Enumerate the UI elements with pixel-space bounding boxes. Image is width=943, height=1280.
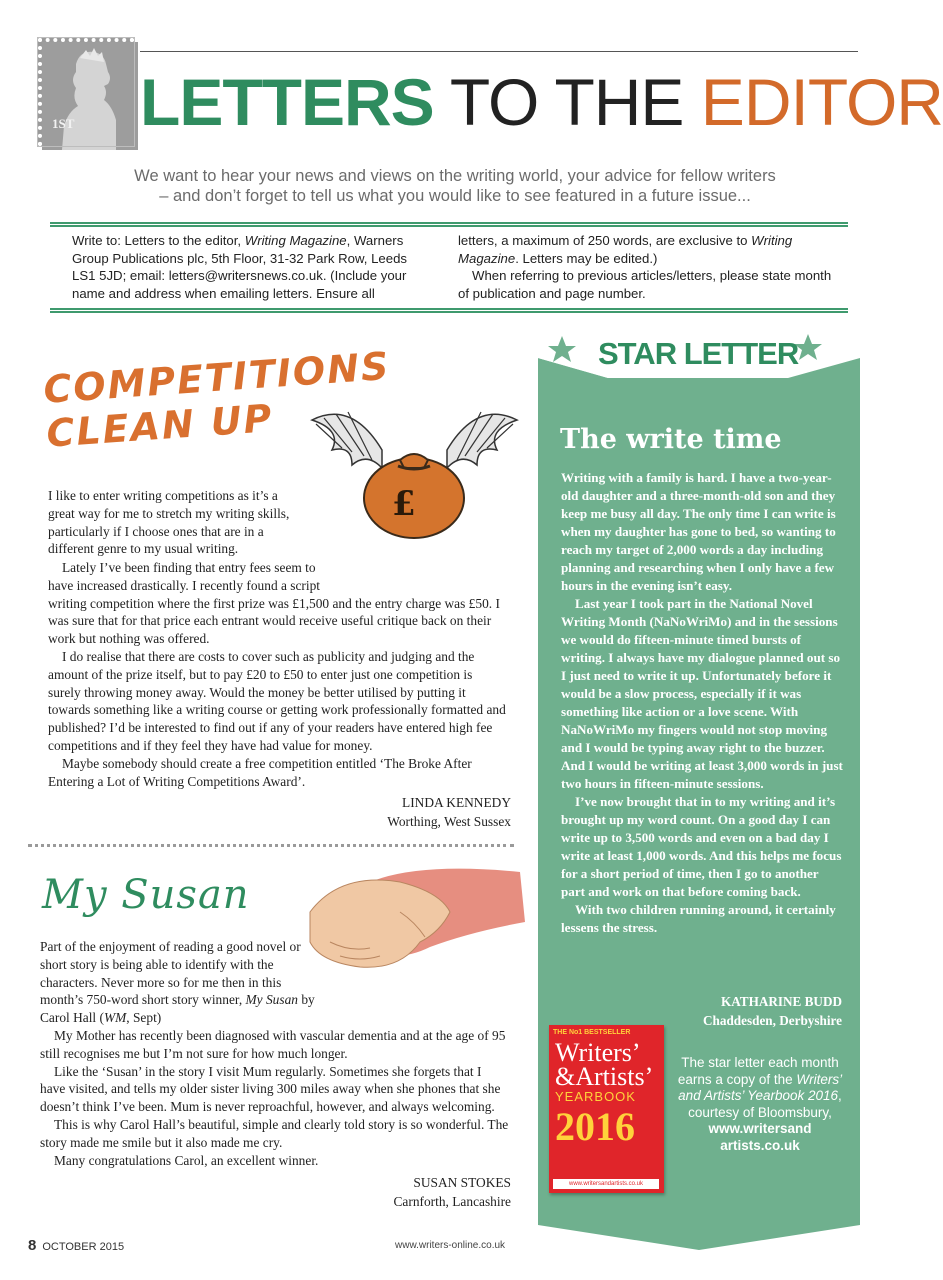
star-p3: I’ve now brought that in to my writing and it’s brought up my word count. On a good day I can write up to 3,500 words and even on a bad day I write at least 1,000 words. And this helps me focus for a short period of time, then I go to another part and work on that before coming back.	[561, 794, 842, 899]
book-title	[555, 1038, 654, 1091]
prize-intro: The star letter each month earns a copy of the	[677, 1055, 839, 1087]
competitions-heading-line2: CLEAN UP	[45, 396, 275, 456]
header-rule	[140, 51, 858, 52]
competitions-location: Worthing, West Sussex	[387, 814, 511, 829]
issue-date: OCTOBER 2015	[42, 1241, 125, 1253]
competitions-body-2	[48, 559, 508, 790]
competitions-p4: Maybe somebody should create a free competition entitled ‘The Broke After Entering a Lot of Writing Competitions Award’.	[48, 755, 472, 789]
illustration-wrap-space	[336, 559, 508, 579]
title-editor: EDITOR	[700, 65, 943, 139]
story-title: My Susan	[245, 992, 298, 1008]
star-letter-body	[561, 469, 845, 937]
page-title	[140, 62, 943, 142]
competitions-signature	[300, 793, 511, 831]
magazine-name-2: Writing Magazine	[458, 233, 793, 266]
competitions-p3: I do realise that there are costs to cover such as publicity and judging and the amount of the prize itself, but to pay £20 to £50 to enter just one competition is surely throwing money away. Would the money be better utilised by putting it towards something like a writing course or getting work professionally formatted and published? I’d be interested to find out if any of your readers have entered high fee competitions and if they feel they have had value for money.	[48, 648, 506, 753]
competitions-p1: I like to enter writing competitions as it’s a great way for me to stretch my writing skills, particularly if I choose ones that are in a different genre to my usual writing.	[48, 488, 290, 557]
footer-url[interactable]: www.writers-online.co.uk	[395, 1240, 506, 1251]
star-p1: Writing with a family is hard. I have a two-year-old daughter and a three-month-old son and they keep me busy all day. The only time I can write is when my daughter has gone to bed, so wanting to reach my target of 2,000 words a day including planning and researching when I only have a few hours in the evening isn’t easy.	[561, 470, 836, 593]
prize-book-title: Writers’ and Artists’ Yearbook 2016	[678, 1071, 843, 1103]
my-susan-location: Carnforth, Lancashire	[393, 1194, 511, 1209]
prize-url-line1[interactable]: www.writersand	[708, 1121, 812, 1136]
book-title-line1: Writers’	[555, 1038, 641, 1067]
my-susan-p1-text: Part of the enjoyment of reading a good novel or short story is being able to identify with the characters. Never more so for me then in this month’s 750-word short story winner,	[40, 939, 301, 1008]
star-letter-headline: The write time	[560, 424, 782, 455]
competitions-p2: Lately I’ve been finding that entry fees seem to have increased drastically. I recently found a script writing competition where the first prize was £1,500 and the entry charge was £50. I was sure that for that price each entrant would receive useful critique back on their work but nothing was offered.	[48, 560, 500, 647]
my-susan-heading: My Susan	[42, 872, 250, 918]
magazine-name: Writing Magazine	[244, 233, 347, 248]
write-to-prefix: Write to: Letters to the editor,	[72, 233, 245, 248]
competitions-heading-line1: COMPETITIONS	[42, 343, 392, 412]
page-number: 8	[28, 1237, 37, 1254]
my-susan-signature	[300, 1173, 511, 1211]
my-susan-p3: Like the ‘Susan’ in the story I visit Mum regularly. Sometimes she forgets that I have visited, and tells my older sister living 300 miles away when she phones that she doesn’t think I’ve been. Mum is never reproachful, however, and always welcoming.	[40, 1063, 501, 1115]
star-location: Chaddesden, Derbyshire	[703, 1013, 842, 1028]
write-to-col-1	[72, 232, 427, 302]
my-susan-p4: This is why Carol Hall’s beautiful, simple and clearly told story is so wonderful. The story made me smile but it also made me cry.	[40, 1116, 509, 1150]
intro-line-1: We want to hear your news and views on the writing world, your advice for fellow writers	[134, 167, 776, 185]
write-to-limit: letters, a maximum of 250 words, are exclusive to	[458, 233, 752, 248]
prize-url-line2[interactable]: artists.co.uk	[720, 1137, 800, 1153]
my-susan-p1-by: by Carol Hall (	[40, 992, 315, 1026]
star-p4: With two children running around, it certainly lessens the stress.	[561, 902, 836, 935]
prize-text	[672, 1055, 848, 1154]
competitions-author: LINDA KENNEDY	[402, 795, 511, 810]
book-title-line2: &Artists’	[555, 1062, 654, 1091]
my-susan-body	[40, 938, 510, 1169]
divider-top	[50, 222, 848, 227]
my-susan-author: SUSAN STOKES	[413, 1175, 511, 1190]
book-url: www.writersandartists.co.uk	[553, 1179, 659, 1189]
write-to-edited: . Letters may be edited.)	[515, 250, 658, 266]
my-susan-p2: My Mother has recently been diagnosed with vascular dementia and at the age of 95 still recognises me but I’m not sure for how much longer.	[40, 1027, 506, 1061]
intro-line-2: – and don’t forget to tell us what you would like to see featured in a future issue...	[159, 187, 751, 205]
star-author: KATHARINE BUDD	[720, 994, 842, 1009]
dotted-separator	[28, 844, 514, 847]
book-year: 2016	[555, 1104, 635, 1149]
write-to-reference: When referring to previous articles/letters, please state month of publication and page number.	[458, 268, 832, 301]
book-badge: THE No1 BESTSELLER	[553, 1029, 631, 1036]
footer	[28, 1237, 124, 1254]
yearbook-cover	[549, 1025, 664, 1193]
write-to-address: , Warners Group Publications plc, 5th Floor, 31-32 Park Row, Leeds LS1 5JD; email: letters@writersnews.co.uk. (Include your name and address when emailing letters. Ensure all	[72, 233, 407, 301]
queen-silhouette-icon	[42, 42, 138, 150]
my-susan-p1	[40, 938, 322, 1027]
write-to-col-2	[458, 232, 838, 302]
my-susan-p5: Many congratulations Carol, an excellent winner.	[54, 1152, 319, 1168]
wm-abbrev: WM	[103, 1010, 127, 1026]
pound-symbol: £	[392, 484, 416, 524]
title-letters: LETTERS	[140, 65, 434, 139]
star-p2: Last year I took part in the National Novel Writing Month (NaNoWriMo) and in the sessions we would do fifteen-minute timed bursts of writing. I always have my dialogue planned out so I just need to write it up. Unfortunately before it would be a slow process, especially if it was something like action or a love scene. With NaNoWriMo my fingers would not stop moving and I would be typing away right to the buzzer. And I would be writing at least 3,000 words in just two hours in fifteen-minute sessions.	[561, 596, 843, 791]
intro-text	[60, 166, 850, 206]
competitions-body	[48, 487, 508, 558]
title-to-the: TO THE	[449, 65, 684, 139]
book-yearbook: YEARBOOK	[555, 1089, 636, 1104]
divider-bottom	[50, 308, 848, 313]
my-susan-p1-sept: , Sept)	[126, 1010, 162, 1026]
stamp-label: 1ST	[52, 116, 75, 131]
star-letter-banner: STAR LETTER	[598, 336, 799, 371]
prize-courtesy: , courtesy of Bloomsbury,	[688, 1088, 842, 1120]
stamp-image	[38, 38, 134, 146]
